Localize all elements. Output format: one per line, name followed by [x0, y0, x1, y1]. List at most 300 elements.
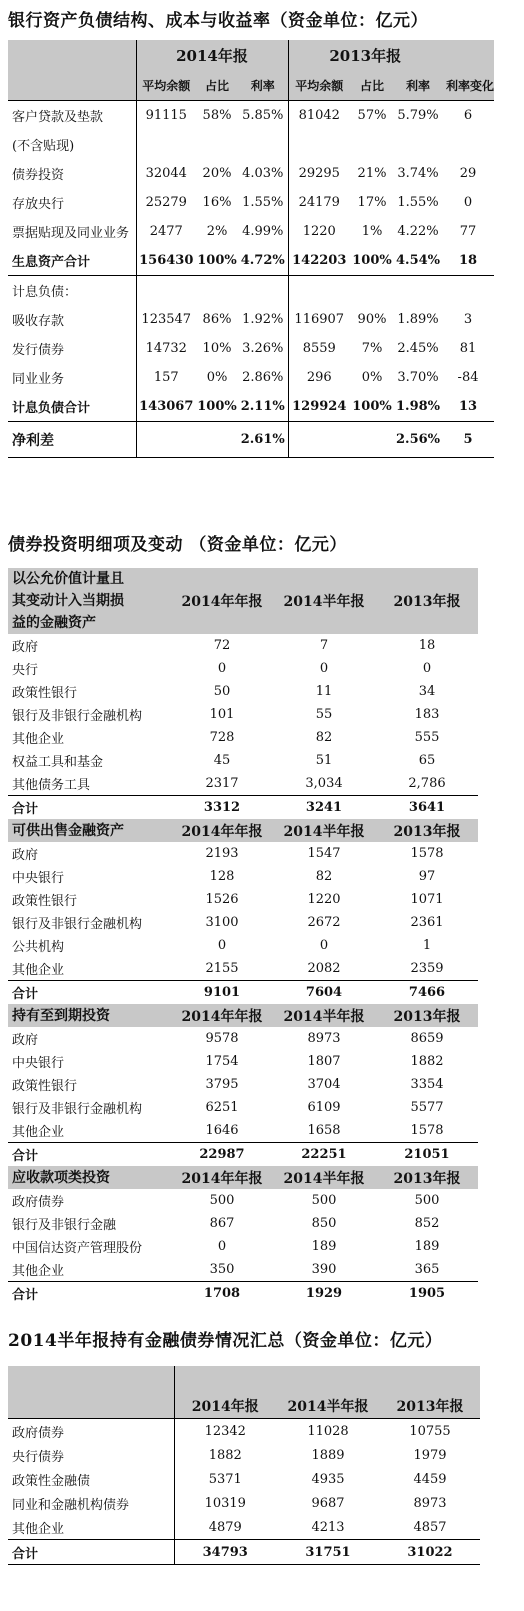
cell-value: 12342	[204, 1423, 246, 1439]
cell-value: 3	[463, 312, 473, 327]
cell-value: 81	[459, 341, 477, 356]
cell-value	[288, 422, 350, 458]
row-label: 中央银行	[12, 1056, 65, 1071]
cell-value: 6109	[307, 1100, 341, 1115]
total-label: 合计	[8, 1143, 172, 1167]
cell-value: 156430	[139, 253, 194, 268]
investment-block-table	[8, 1004, 478, 1166]
total-value: 3241	[272, 796, 376, 820]
cell-value: 4459	[413, 1471, 447, 1487]
total-label: 合计	[8, 1540, 174, 1565]
block-col-header: 2014年年报	[172, 568, 272, 634]
total-row	[8, 1282, 478, 1306]
cell-value: 500	[311, 1193, 337, 1208]
cell-value	[238, 276, 288, 306]
col-header: 利率变化	[446, 78, 495, 93]
total-label: 合计	[8, 981, 172, 1005]
cell-value: 500	[209, 1193, 235, 1208]
block-header-row	[8, 568, 478, 634]
block-header-label	[8, 1166, 172, 1189]
cell-value: 1	[422, 938, 432, 953]
cell-value: 2155	[205, 961, 239, 976]
row-label: 政策性金融债	[8, 1467, 174, 1491]
cell-value: 77	[459, 224, 477, 239]
cell-value: 24179	[298, 195, 340, 210]
cell-value: 8973	[307, 1031, 341, 1046]
section1-title: 银行资产负债结构、成本与收益率（资金单位：亿元）	[8, 11, 428, 31]
block-header-row	[8, 1166, 478, 1189]
cell-value: -84	[457, 370, 479, 385]
cell-value: 3354	[410, 1077, 444, 1092]
cell-value: 142203	[292, 253, 347, 268]
cell-value: 5	[463, 432, 473, 447]
table-row	[8, 1096, 478, 1119]
cell-value	[288, 130, 350, 159]
block-header-row	[8, 1004, 478, 1027]
cell-value: 1754	[205, 1054, 239, 1069]
cell-value: 100%	[352, 253, 392, 268]
cell-value: 189	[414, 1239, 440, 1254]
summary-col-header: 2014年报	[191, 1399, 259, 1415]
cell-value: 2.56%	[396, 432, 441, 447]
block-header-line: 益的金融资产	[12, 615, 96, 631]
cell-value: 2.11%	[238, 392, 288, 422]
table-row	[8, 392, 494, 422]
cell-value: 14732	[145, 341, 187, 356]
cell-value: 4935	[311, 1471, 345, 1487]
cell-value: 850	[311, 1216, 337, 1231]
summary-header-spacer-row	[8, 1366, 480, 1394]
cell-value: 1578	[410, 846, 444, 861]
cell-value: 16%	[202, 195, 232, 210]
cell-value: 365	[414, 1262, 440, 1277]
cell-value: 0	[217, 1239, 227, 1254]
row-label: 政府债券	[8, 1419, 174, 1444]
table-row	[8, 1515, 480, 1540]
cell-value: 0	[217, 938, 227, 953]
cell-value: 0%	[361, 370, 383, 385]
total-value: 9101	[172, 981, 272, 1005]
row-label: 中国信达资产管理股份	[12, 1241, 143, 1256]
block-header-line: 可供出售金融资产	[12, 822, 124, 839]
cell-value: 2361	[410, 915, 444, 930]
cell-value: 7%	[361, 341, 383, 356]
cell-value: 6	[463, 108, 473, 123]
table-row	[8, 657, 478, 680]
cell-value: 1.55%	[397, 195, 439, 210]
row-label: 其他企业	[12, 1264, 65, 1279]
cell-value: 1979	[413, 1447, 447, 1463]
cell-value: 500	[414, 1193, 440, 1208]
row-label: 政策性银行	[12, 1079, 78, 1094]
cell-value	[136, 276, 196, 306]
cell-value: 7	[319, 638, 329, 653]
cell-value	[136, 130, 196, 159]
cell-value: 189	[311, 1239, 337, 1254]
cell-value: 1807	[307, 1054, 341, 1069]
investment-block-table	[8, 819, 478, 1004]
cell-value: 1.98%	[396, 399, 441, 414]
table-row	[8, 888, 478, 911]
table-row	[8, 334, 494, 363]
total-value: 22987	[172, 1143, 272, 1167]
year-header-2014: 2014年报	[136, 40, 288, 70]
cell-value: 72	[213, 638, 231, 653]
cell-value: 1220	[307, 892, 341, 907]
row-label: 政府	[12, 640, 39, 655]
table-row	[8, 1419, 480, 1444]
cell-value: 0	[319, 661, 329, 676]
cell-value: 18	[418, 638, 436, 653]
cell-value: 2193	[205, 846, 239, 861]
cell-value: 1547	[307, 846, 341, 861]
cell-value: 0	[463, 195, 473, 210]
table-row	[8, 865, 478, 888]
cell-value	[350, 422, 394, 458]
summary-col-header: 2013年报	[396, 1399, 464, 1415]
cell-value: 1220	[302, 224, 336, 239]
cell-value: 4.54%	[396, 253, 441, 268]
cell-value	[442, 276, 494, 306]
cell-value: 728	[209, 730, 235, 745]
cell-value: 25279	[145, 195, 187, 210]
cell-value: 86%	[202, 312, 232, 327]
table-row	[8, 363, 494, 392]
row-label: 银行及非银行金融机构	[12, 917, 143, 932]
bond-investment-detail	[8, 568, 478, 1305]
cell-value: 9578	[205, 1031, 239, 1046]
cell-value	[238, 130, 288, 159]
cell-value: 8973	[413, 1495, 447, 1511]
block-col-header: 2014年年报	[172, 819, 272, 842]
table-row	[8, 842, 478, 865]
table-row	[8, 422, 494, 458]
total-value: 3641	[376, 796, 478, 820]
col-header: 占比	[359, 78, 384, 93]
col-header: 占比	[204, 78, 229, 93]
cell-value: 9687	[311, 1495, 345, 1511]
cell-value: 21%	[357, 166, 387, 181]
row-label: 其他企业	[12, 732, 65, 747]
cell-value: 143067	[139, 399, 194, 414]
cell-value: 5.85%	[238, 101, 288, 131]
cell-value: 10319	[204, 1495, 246, 1511]
row-label: 净利差	[8, 422, 136, 458]
row-label: 央行债券	[8, 1443, 174, 1467]
block-col-header: 2014半年报	[272, 1004, 376, 1027]
cell-value: 82	[315, 869, 333, 884]
cell-value	[350, 130, 394, 159]
table-row	[8, 1212, 478, 1235]
total-value: 1929	[272, 1282, 376, 1306]
row-label: 政策性银行	[12, 894, 78, 909]
cell-value: 1.89%	[397, 312, 439, 327]
row-label: 票据贴现及同业业务	[8, 217, 136, 246]
table-row	[8, 1189, 478, 1212]
col-header: 平均余额	[295, 78, 344, 93]
cell-value: 116907	[294, 312, 345, 327]
cell-value: 17%	[357, 195, 387, 210]
cell-value: 82	[315, 730, 333, 745]
cell-value: 8559	[302, 341, 336, 356]
table-row	[8, 680, 478, 703]
row-label: (不含贴现)	[8, 130, 136, 159]
cell-value: 1071	[410, 892, 444, 907]
cell-value: 2.61%	[238, 422, 288, 458]
cell-value: 18	[458, 253, 478, 268]
cell-value: 4879	[208, 1519, 242, 1535]
cell-value: 129924	[292, 399, 347, 414]
total-value: 1905	[376, 1282, 478, 1306]
row-label: 政府	[12, 848, 39, 863]
col-header: 利率	[406, 78, 431, 93]
row-label: 银行及非银行金融机构	[12, 709, 143, 724]
cell-value: 13	[458, 399, 478, 414]
row-label: 银行及非银行金融机构	[12, 1102, 143, 1117]
row-label: 同业和金融机构债券	[8, 1491, 174, 1515]
total-value: 31751	[305, 1544, 351, 1560]
cell-value: 1658	[307, 1123, 341, 1138]
cell-value: 157	[153, 370, 179, 385]
cell-value: 390	[311, 1262, 337, 1277]
total-row	[8, 981, 478, 1005]
table-row	[8, 1491, 480, 1515]
total-value: 7466	[376, 981, 478, 1005]
cell-value: 2.86%	[238, 363, 288, 392]
cell-value: 0	[217, 661, 227, 676]
block-col-header: 2013年报	[376, 1004, 478, 1027]
row-label: 债券投资	[8, 159, 136, 188]
table-row	[8, 1119, 478, 1143]
row-label: 其他企业	[8, 1515, 174, 1540]
cell-value: 4857	[413, 1519, 447, 1535]
cell-value: 4213	[311, 1519, 345, 1535]
total-value: 7604	[272, 981, 376, 1005]
block-col-header: 2014半年报	[272, 1166, 376, 1189]
cell-value: 3795	[205, 1077, 239, 1092]
table-row	[8, 749, 478, 772]
table-row	[8, 911, 478, 934]
table-row	[8, 934, 478, 957]
cell-value: 2672	[307, 915, 341, 930]
investment-block-table	[8, 568, 478, 819]
cell-value: 3.74%	[397, 166, 439, 181]
cell-value: 296	[306, 370, 332, 385]
cell-value: 51	[315, 753, 333, 768]
cell-value: 91115	[145, 108, 187, 123]
total-value: 34793	[202, 1544, 248, 1560]
cell-value: 45	[213, 753, 231, 768]
cell-value: 20%	[202, 166, 232, 181]
cell-value: 3.26%	[238, 334, 288, 363]
cell-value: 350	[209, 1262, 235, 1277]
cell-value: 50	[213, 684, 231, 699]
table-row	[8, 246, 494, 276]
block-col-header: 2014年年报	[172, 1166, 272, 1189]
table-row	[8, 1050, 478, 1073]
table-row	[8, 305, 494, 334]
cell-value: 97	[418, 869, 436, 884]
cell-value: 6251	[205, 1100, 239, 1115]
row-label: 银行及非银行金融	[12, 1218, 117, 1233]
total-row	[8, 1540, 480, 1565]
cell-value: 3.70%	[397, 370, 439, 385]
table-row	[8, 159, 494, 188]
cell-value: 123547	[141, 312, 192, 327]
cell-value: 57%	[357, 108, 387, 123]
cell-value: 101	[209, 707, 235, 722]
total-row	[8, 1143, 478, 1167]
cell-value: 1.55%	[238, 188, 288, 217]
cell-value: 3100	[205, 915, 239, 930]
row-label: 其他企业	[12, 963, 65, 978]
table-row	[8, 957, 478, 981]
cell-value: 34	[418, 684, 436, 699]
row-label: 吸收存款	[8, 305, 136, 334]
cell-value: 10%	[202, 341, 232, 356]
table-row	[8, 276, 494, 306]
section2-title: 债券投资明细项及变动 （资金单位：亿元）	[8, 535, 347, 555]
cell-value: 58%	[202, 108, 232, 123]
cell-value: 2%	[206, 224, 228, 239]
year-header-2013: 2013年报	[329, 46, 402, 65]
table-row	[8, 1073, 478, 1096]
total-label: 合计	[8, 796, 172, 820]
cell-value: 10755	[409, 1423, 451, 1439]
cell-value: 3,034	[305, 776, 343, 791]
block-col-header: 2014年年报	[172, 1004, 272, 1027]
cell-value: 32044	[145, 166, 187, 181]
cell-value: 1%	[361, 224, 383, 239]
row-label: 其他企业	[12, 1125, 65, 1140]
table-row	[8, 217, 494, 246]
block-col-header: 2014半年报	[272, 568, 376, 634]
cell-value: 0%	[206, 370, 228, 385]
cell-value: 100%	[352, 399, 392, 414]
cell-value: 1882	[410, 1054, 444, 1069]
cell-value: 3704	[307, 1077, 341, 1092]
cell-value: 555	[414, 730, 440, 745]
cell-value: 5577	[410, 1100, 444, 1115]
financial-bond-summary-table	[8, 1366, 480, 1565]
block-header-label	[8, 1004, 172, 1027]
row-label: 存放央行	[8, 188, 136, 217]
cell-value: 2359	[410, 961, 444, 976]
total-value: 22251	[272, 1143, 376, 1167]
column-header-row	[8, 70, 494, 101]
col-header: 平均余额	[142, 78, 191, 93]
cell-value	[442, 130, 494, 159]
row-label: 政策性银行	[12, 686, 78, 701]
row-label: 公共机构	[12, 940, 65, 955]
cell-value: 1526	[205, 892, 239, 907]
row-label: 计息负债：	[8, 276, 136, 306]
table-row	[8, 130, 494, 159]
block-header-label	[8, 568, 172, 634]
block-header-line: 其变动计入当期损	[12, 593, 124, 609]
cell-value: 29	[459, 166, 477, 181]
row-label: 同业业务	[8, 363, 136, 392]
cell-value: 100%	[197, 399, 237, 414]
summary-header-row	[8, 1394, 480, 1419]
balance-structure-table	[8, 40, 494, 458]
cell-value: 2477	[149, 224, 183, 239]
cell-value: 90%	[357, 312, 387, 327]
cell-value: 4.99%	[238, 217, 288, 246]
cell-value: 128	[209, 869, 235, 884]
cell-value: 65	[418, 753, 436, 768]
cell-value: 183	[414, 707, 440, 722]
cell-value: 867	[209, 1216, 235, 1231]
row-label: 客户贷款及垫款	[8, 101, 136, 131]
cell-value: 2.45%	[397, 341, 439, 356]
cell-value: 11	[315, 684, 333, 699]
cell-value: 2317	[205, 776, 239, 791]
cell-value	[288, 276, 350, 306]
cell-value: 100%	[197, 253, 237, 268]
cell-value: 1578	[410, 1123, 444, 1138]
row-label: 政府债券	[12, 1195, 65, 1210]
investment-block-table	[8, 1166, 478, 1305]
cell-value: 852	[414, 1216, 440, 1231]
block-col-header: 2014半年报	[272, 819, 376, 842]
cell-value: 1889	[311, 1447, 345, 1463]
block-header-line: 持有至到期投资	[12, 1007, 110, 1024]
block-col-header: 2013年报	[376, 819, 478, 842]
block-col-header: 2013年报	[376, 568, 478, 634]
total-value: 31022	[407, 1544, 453, 1560]
row-label: 权益工具和基金	[12, 755, 104, 770]
section3-title: 2014半年报持有金融债券情况汇总（资金单位：亿元）	[8, 1331, 443, 1351]
cell-value	[394, 276, 442, 306]
cell-value	[394, 130, 442, 159]
row-label: 生息资产合计	[8, 246, 136, 276]
cell-value: 1.92%	[238, 305, 288, 334]
cell-value: 4.72%	[238, 246, 288, 276]
table-row	[8, 772, 478, 796]
total-value: 1708	[172, 1282, 272, 1306]
total-value: 3312	[172, 796, 272, 820]
block-col-header: 2013年报	[376, 1166, 478, 1189]
row-label: 政府	[12, 1033, 39, 1048]
block-header-line: 以公允价值计量且	[12, 571, 124, 587]
cell-value: 5.79%	[397, 108, 439, 123]
summary-col-header: 2014半年报	[287, 1399, 369, 1415]
cell-value: 81042	[298, 108, 340, 123]
cell-value	[350, 276, 394, 306]
table-row	[8, 1235, 478, 1258]
cell-value: 1882	[208, 1447, 242, 1463]
cell-value: 5371	[208, 1471, 242, 1487]
block-header-line: 应收款项类投资	[12, 1169, 110, 1186]
total-value: 21051	[376, 1143, 478, 1167]
cell-value: 55	[315, 707, 333, 722]
row-label: 计息负债合计	[8, 392, 136, 422]
table-row	[8, 1027, 478, 1050]
cell-value: 8659	[410, 1031, 444, 1046]
total-row	[8, 796, 478, 820]
cell-value	[196, 422, 238, 458]
table-row	[8, 703, 478, 726]
row-label: 其他债务工具	[12, 778, 91, 793]
block-header-row	[8, 819, 478, 842]
table-row	[8, 188, 494, 217]
table-row	[8, 101, 494, 131]
cell-value: 2,786	[408, 776, 446, 791]
cell-value: 2082	[307, 961, 341, 976]
table-row	[8, 1467, 480, 1491]
cell-value	[196, 130, 238, 159]
